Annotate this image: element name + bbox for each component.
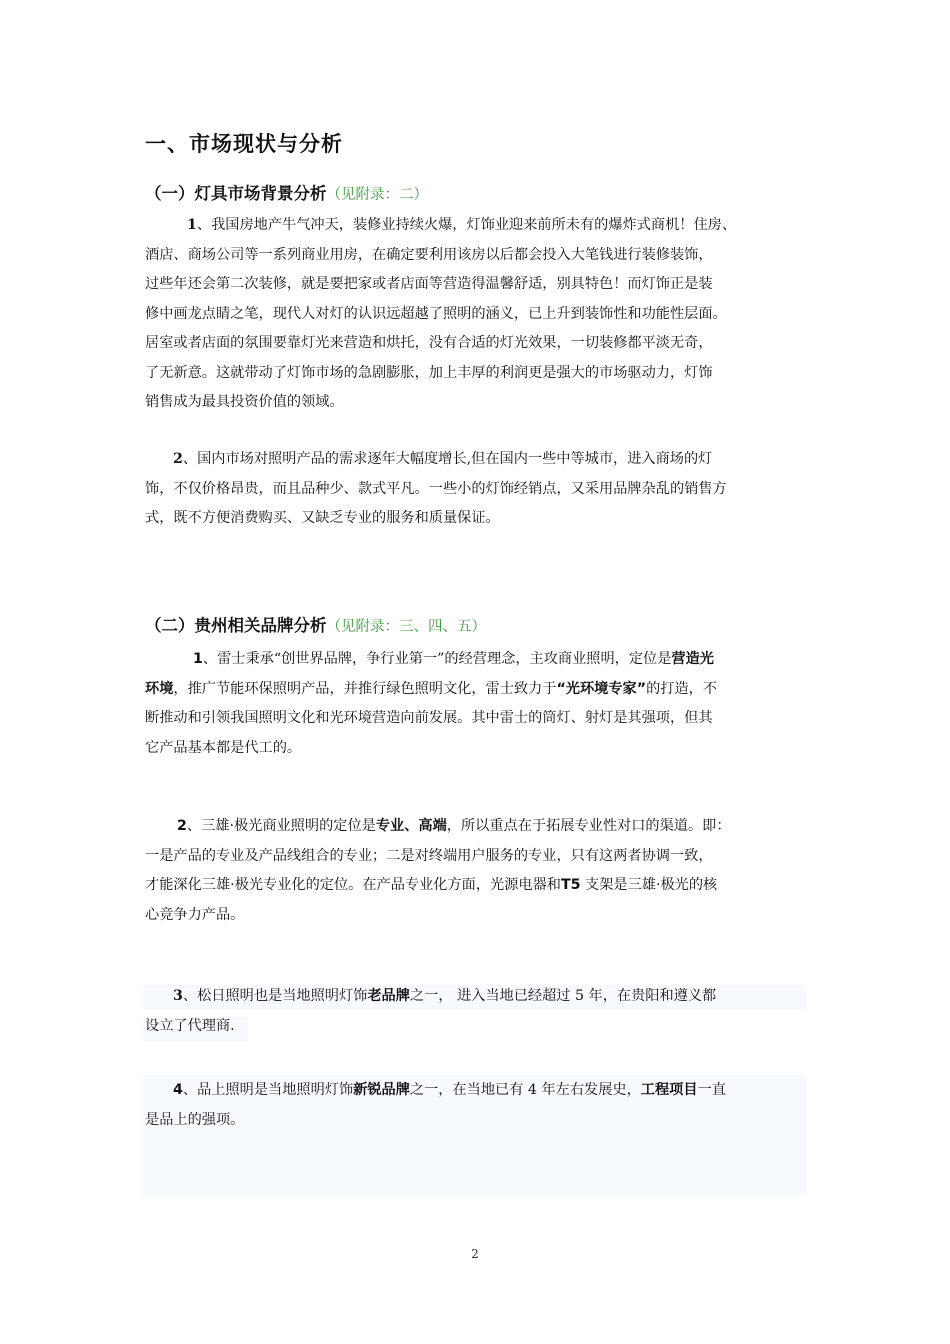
bold-run: 老品牌 xyxy=(367,988,410,1004)
bold-run: “光环境专家” xyxy=(556,680,647,697)
section-title: （二）贵州相关品牌分析 xyxy=(145,616,327,635)
bold-run: 工程项目 xyxy=(640,1082,698,1098)
text-line: 设立了代理商. xyxy=(145,1017,235,1034)
text-line: 、我国房地产牛气冲天，装修业持续火爆，灯饰业迎来前所未有的爆炸式商机！住房、 xyxy=(196,217,737,233)
text-run: 一直 xyxy=(697,1082,726,1098)
paragraph-number: 3 xyxy=(173,988,183,1004)
section-heading-2 xyxy=(145,612,486,636)
text-line: 修中画龙点睛之笔，现代人对灯的认识远超越了照明的涵义，已上升到装饰性和功能性层面。 xyxy=(145,305,727,322)
text-line: 过些年还会第二次装修，就是要把家或者店面等营造得温馨舒适，别具特色！而灯饰正是装 xyxy=(145,276,713,292)
paragraph-1-2 xyxy=(145,445,807,534)
chapter-heading: 一、市场现状与分析 xyxy=(145,132,343,156)
paragraph-2-1 xyxy=(145,645,807,763)
text-line: 、国内市场对照明产品的需求逐年大幅度增长,但在国内一些中等城市，进入商场的灯 xyxy=(182,451,713,467)
bold-run: 营造光 xyxy=(671,651,714,667)
text-run: 、三雄·极光商业照明的定位是 xyxy=(186,818,376,834)
page-number: 2 xyxy=(471,1247,479,1261)
text-run: ，所以重点在于拓展专业性对口的渠道。即： xyxy=(446,818,731,834)
text-run: 、雷士秉承“创世界品牌，争行业第一”的经营理念，主攻商业照明，定位是 xyxy=(202,651,672,667)
bold-run: 新锐品牌 xyxy=(353,1082,410,1098)
text-line: 是品上的强项。 xyxy=(145,1111,245,1128)
paragraph-2-2 xyxy=(145,812,807,930)
paragraph-1-1 xyxy=(145,211,807,418)
text-line: 销售成为最具投资价值的领域。 xyxy=(145,394,344,410)
text-run: 、松日照明也是当地照明灯饰 xyxy=(182,988,368,1004)
text-line: 式，既不方便消费购买、又缺乏专业的服务和质量保证。 xyxy=(145,510,500,526)
text-run: 的打造，不 xyxy=(646,680,718,697)
bold-run: 环境 xyxy=(145,680,174,697)
paragraph-number: 4 xyxy=(173,1082,183,1098)
text-line: 一是产品的专业及产品线组合的专业；二是对终端用户服务的专业，只有这两者协调一致， xyxy=(145,847,713,864)
paragraph-number: 1 xyxy=(193,651,203,667)
bold-run: 专业、高端 xyxy=(375,818,447,834)
bold-run: T5 xyxy=(560,877,581,893)
text-run: 之一，在当地已有 4 年左右发展史， xyxy=(409,1082,641,1098)
text-run: 、品上照明是当地照明灯饰 xyxy=(182,1082,354,1098)
text-run: ，推广节能环保照明产品，并推行绿色照明文化，雷士致力于 xyxy=(173,680,557,697)
text-line: 居室或者店面的氛围要靠灯光来营造和烘托，没有合适的灯光效果，一切装修都平淡无奇， xyxy=(145,335,713,351)
text-run: 支架是三雄·极光的核 xyxy=(580,877,718,893)
text-line: 饰，不仅价格昂贵，而且品种少、款式平凡。一些小的灯饰经销点，又采用品牌杂乱的销售方 xyxy=(145,480,727,497)
section-title: （一）灯具市场背景分析 xyxy=(145,184,327,203)
text-line: 它产品基本都是代工的。 xyxy=(145,739,302,756)
paragraph-number: 2 xyxy=(177,818,187,834)
text-line: 心竞争力产品。 xyxy=(145,906,245,923)
paragraph-number: 2 xyxy=(173,451,183,467)
appendix-reference: （见附录：二） xyxy=(326,187,428,203)
text-line: 断推动和引领我国照明文化和光环境营造向前发展。其中雷士的筒灯、射灯是其强项，但其 xyxy=(145,710,713,726)
text-line: 了无新意。这就带动了灯饰市场的急剧膨胀，加上丰厚的利润更是强大的市场驱动力，灯饰 xyxy=(145,364,713,381)
section-heading-1 xyxy=(145,180,428,204)
paragraph-2-3 xyxy=(145,982,807,1041)
text-run: 才能深化三雄·极光专业化的定位。在产品专业化方面，光源电器和 xyxy=(145,877,561,893)
paragraph-2-4 xyxy=(145,1076,807,1135)
text-run: 之一， 进入当地已经超过 5 年，在贵阳和遵义都 xyxy=(409,988,717,1004)
text-line: 酒店、商场公司等一系列商业用房，在确定要利用该房以后都会投入大笔钱进行装修装饰， xyxy=(145,246,713,263)
appendix-reference: （见附录：三、四、五） xyxy=(326,619,486,635)
paragraph-number: 1 xyxy=(187,217,197,233)
